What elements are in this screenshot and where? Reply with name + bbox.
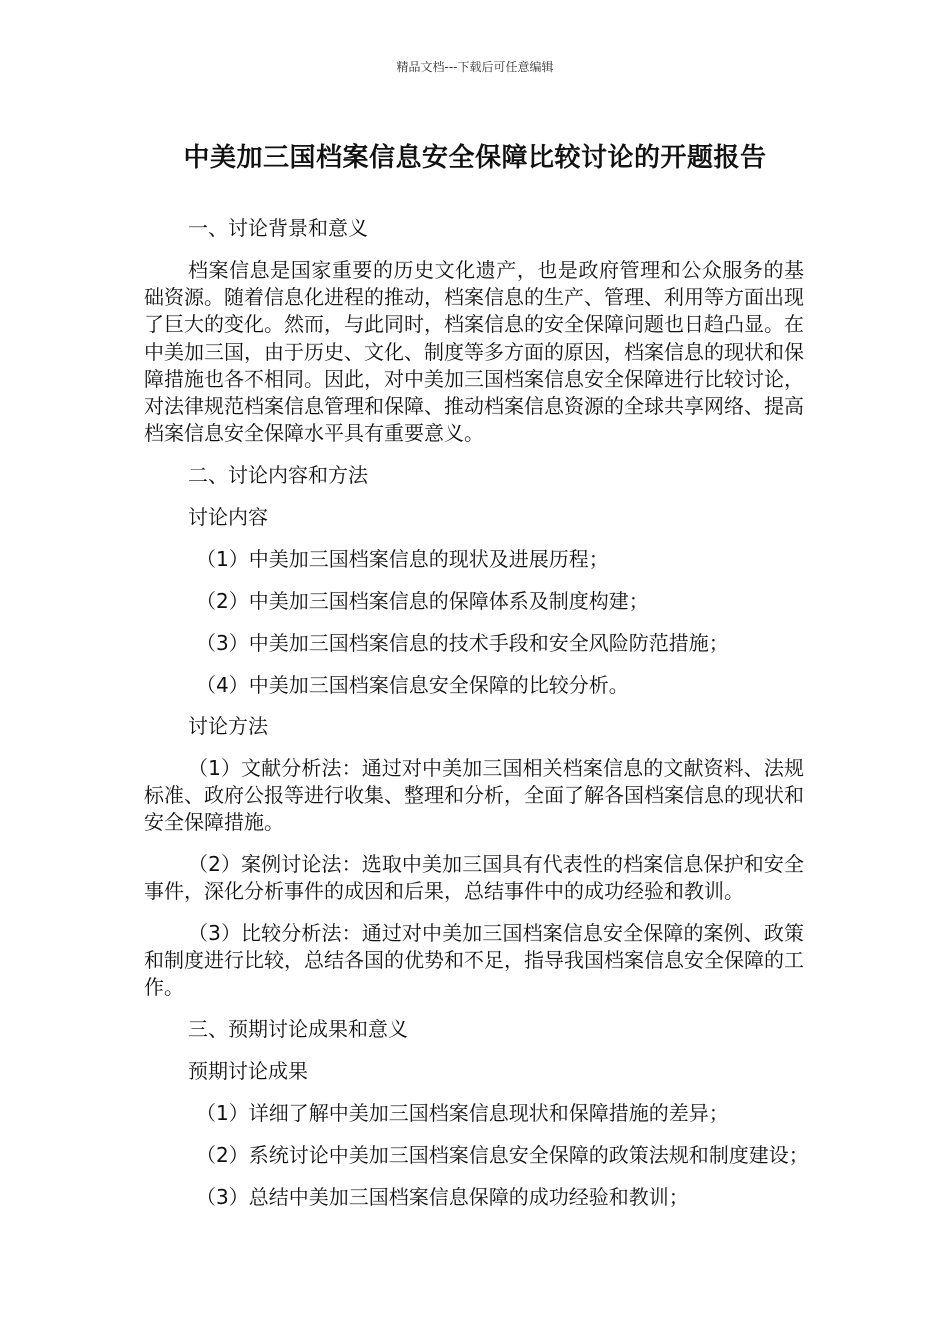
section-3-heading: 三、预期讨论成果和意义 — [188, 1017, 408, 1041]
method-item-1: （1）文献分析法：通过对中美加三国相关档案信息的文献资料、法规标准、政府公报等进行收集、整理和分析，全面了解各国档案信息的现状和安全保障措施。 — [144, 756, 804, 835]
method-item-3: （3）比较分析法：通过对中美加三国档案信息安全保障的案例、政策和制度进行比较，总结各国的优势和不足，指导我国档案信息安全保障的工作。 — [144, 921, 804, 1000]
section-1-paragraph: 档案信息是国家重要的历史文化遗产，也是政府管理和公众服务的基础资源。随着信息化进程的推动，档案信息的生产、管理、利用等方面出现了巨大的变化。然而，与此同时，档案信息的安全保障问题也日趋凸显。在中美加三国，由于历史、文化、制度等多方面的原因，档案信息的现状和保障措施也各不相同。因此，对中美加三国档案信息安全保障进行比较讨论，对法律规范档案信息管理和保障、推动档案信息资源的全球共享网络、提高档案信息安全保障水平具有重要意义。 — [144, 258, 804, 446]
outcome-item-2: （2）系统讨论中美加三国档案信息安全保障的政策法规和制度建设； — [196, 1143, 809, 1167]
content-subheading: 讨论内容 — [188, 505, 268, 529]
content-item-3: （3）中美加三国档案信息的技术手段和安全风险防范措施； — [196, 631, 729, 655]
outcome-subheading: 预期讨论成果 — [188, 1059, 308, 1083]
method-subheading: 讨论方法 — [188, 714, 268, 738]
outcome-item-1: （1）详细了解中美加三国档案信息现状和保障措施的差异； — [196, 1101, 729, 1125]
document-title: 中美加三国档案信息安全保障比较讨论的开题报告 — [183, 143, 767, 173]
section-1-heading: 一、讨论背景和意义 — [188, 216, 368, 240]
section-2-heading: 二、讨论内容和方法 — [188, 463, 368, 487]
content-item-2: （2）中美加三国档案信息的保障体系及制度构建； — [196, 589, 649, 613]
content-item-4: （4）中美加三国档案信息安全保障的比较分析。 — [196, 673, 629, 697]
header-note: 精品文档---下载后可任意编辑 — [396, 60, 554, 74]
outcome-item-3: （3）总结中美加三国档案信息保障的成功经验和教训； — [196, 1185, 689, 1209]
content-item-1: （1）中美加三国档案信息的现状及进展历程； — [196, 547, 609, 571]
method-item-2: （2）案例讨论法：选取中美加三国具有代表性的档案信息保护和安全事件，深化分析事件的成因和后果，总结事件中的成功经验和教训。 — [144, 852, 804, 904]
